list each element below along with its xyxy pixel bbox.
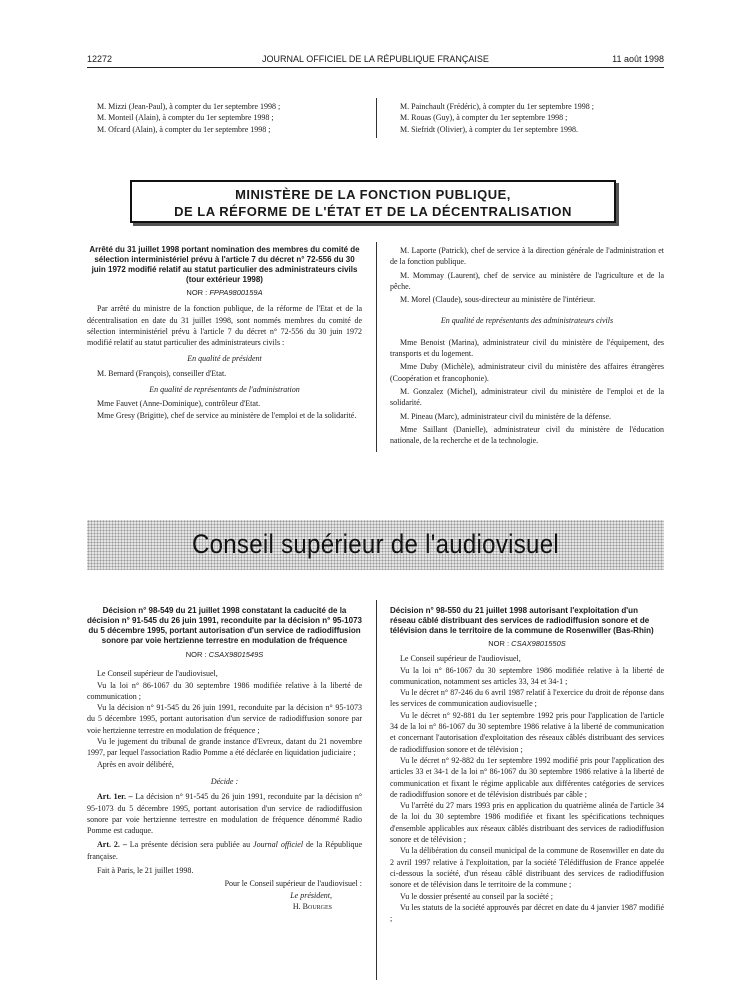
article-2: [87, 839, 362, 862]
ministry-line-2: DE LA RÉFORME DE L'ÉTAT ET DE LA DÉCENTRALISATION: [174, 204, 572, 219]
article-text: La décision n° 91-545 du 26 juin 1991, reconduite par la décision n° 95-1073 du 5 décembre 1995, portant autorisation d'un service de radiodiffusion sonore par voie hertzienne terrestre en modulation de fréquence dénommé Radio Pomme est caduque.: [87, 792, 363, 836]
arrete-title: Arrêté du 31 juillet 1998 portant nomination des membres du comité de sélection interministériel prévu à l'article 7 du décret n° 72-556 du 30 juin 1972 modifié relatif au statut particulier des administrateurs civils (tour extérieur 1998): [89, 245, 360, 284]
list-item: M. Mizzi (Jean-Paul), à compter du 1er septembre 1998 ;: [97, 102, 281, 111]
list-item: M. Morel (Claude), sous-directeur au ministère de l'intérieur.: [400, 295, 596, 305]
nor-label: NOR :: [488, 639, 510, 648]
ministry-line-1: MINISTÈRE DE LA FONCTION PUBLIQUE,: [235, 187, 511, 202]
list-item: M. Pineau (Marc), administrateur civil du ministère de la défense.: [400, 411, 612, 421]
decision-paragraph: Après en avoir délibéré,: [97, 759, 174, 769]
journal-title: JOURNAL OFFICIEL DE LA RÉPUBLIQUE FRANÇAISE: [262, 54, 489, 64]
ministry-heading-box: [130, 180, 616, 223]
nor-code: CSAX9801550S: [511, 639, 566, 648]
list-item: M. Siefridt (Olivier), à compter du 1er septembre 1998.: [400, 124, 578, 134]
done-at: Fait à Paris, le 21 juillet 1998.: [97, 866, 194, 876]
list-item: M. Painchault (Frédéric), à compter du 1er septembre 1998 ;: [400, 102, 594, 111]
csa-banner-title: Conseil supérieur de l'audiovisuel: [192, 529, 559, 560]
decision-paragraph: Vu le décret n° 92-881 du 1er septembre 1992 pris pour l'application de l'article 34 de la loi n° 86-1067 du 30 septembre 1986 relative à la liberté de communication et concernant l'autorisation d'exploitation des réseaux câblés distribuant des services de radiodiffusion sonore et de télévision ;: [390, 710, 664, 754]
column-divider: [376, 242, 377, 452]
list-item: Mme Gresy (Brigitte), chef de service au ministère de l'emploi et de la solidarité.: [97, 410, 357, 420]
column-divider: [376, 600, 377, 980]
running-header: [87, 52, 664, 66]
decision-paragraph: Vu la décision n° 91-545 du 26 juin 1991, reconduite par la décision n° 95-1073 du 5 décembre 1995, portant autorisation d'un service de radiodiffusion sonore par voie hertzienne terrestre en modulation de fréquence ;: [87, 703, 362, 735]
article-label: Art. 1er. –: [97, 792, 133, 802]
list-item: Mme Saillant (Danielle), administrateur civil du ministère de l'éducation nationale, de la recherche et de la technologie.: [390, 424, 664, 446]
nor-label: NOR :: [186, 288, 208, 297]
nor-label: NOR :: [185, 650, 207, 659]
list-item: M. Bernard (François), conseiller d'Etat.: [97, 368, 227, 378]
nor-code: CSAX9801549S: [208, 650, 264, 659]
decision-paragraph: Vu le décret n° 87-246 du 6 avril 1987 relatif à l'exercice du droit de réponse dans les services de communication audiovisuelle ;: [390, 688, 664, 709]
issue-date: 11 août 1998: [612, 54, 664, 64]
list-item: Mme Fauvet (Anne-Dominique), contrôleur d'Etat.: [97, 399, 261, 409]
section-heading: En qualité de représentants des administrateurs civils: [440, 316, 614, 326]
nor-reference: [87, 649, 362, 660]
list-item: M. Ofcard (Alain), à compter du 1er septembre 1998 ;: [97, 124, 271, 134]
list-item: Mme Benoist (Marina), administrateur civil du ministère de l'équipement, des transports et du logement.: [390, 337, 664, 359]
arrete-right-column: [390, 245, 664, 446]
list-item: M. Rouas (Guy), à compter du 1er septembre 1998 ;: [400, 113, 568, 123]
journal-name: Journal officiel: [253, 840, 304, 850]
section-heading: En qualité de représentants de l'administration: [149, 385, 300, 395]
signature-line: Le président,: [290, 890, 332, 900]
csa-section-banner: [87, 520, 664, 570]
list-item: M. Laporte (Patrick), chef de service à la direction générale de l'administration et de la fonction publique.: [390, 246, 664, 267]
decision-paragraph: Vu le dossier présenté au conseil par la société ;: [400, 891, 554, 901]
section-heading: En qualité de président: [187, 354, 262, 364]
decision-paragraph: Le Conseil supérieur de l'audiovisuel,: [400, 654, 521, 664]
decision-paragraph: Vu la loi n° 86-1067 du 30 septembre 1986 modifiée relative à la liberté de communication, notamment ses articles 33, 34 et 34-1 ;: [390, 665, 664, 686]
nor-reference: [87, 287, 362, 298]
decision-paragraph: Vu l'arrêté du 27 mars 1993 pris en application du quatrième alinéa de l'article 34 de la loi du 30 septembre 1986 modifiée et fixant les spécifications techniques d'ensemble applicables aux réseaux câblés distribuant des services de radiodiffusion sonore et de télévision ;: [390, 801, 664, 845]
column-divider: [376, 98, 377, 138]
list-item: M. Gonzalez (Michel), administrateur civil du ministère de l'emploi et de la solidarité.: [390, 386, 664, 408]
decision-549-title: Décision n° 98-549 du 21 juillet 1998 constatant la caducité de la décision n° 91-545 du 26 juin 1991, reconduite par la décision n° 95-1073 du 5 décembre 1995, portant autorisation d'un service de radiodiffusion sonore par voie hertzienne terrestre en modulation de fréquence: [87, 606, 362, 645]
arrete-left-column: [87, 245, 362, 421]
page-number: 12272: [87, 54, 113, 64]
top-list-left: [87, 101, 362, 135]
top-list-right: [390, 101, 664, 135]
decision-paragraph: Vu la délibération du conseil municipal de la commune de Rosenwiller en date du 2 avril 1997 relative à l'exploitation, par la société Télédiffusion de France appelée ci-dessous la société, d'un réseau câblé distribuant des services de radiodiffusion sonore et de télévision dans le territoire de la commune ;: [390, 846, 664, 890]
article-text: La présente décision sera publiée au: [129, 840, 254, 850]
decision-paragraph: Vu le décret n° 92-882 du 1er septembre 1992 modifié pris pour l'application des articles 33 et 34-1 de la loi n° 86-1067 du 30 septembre 1986 relative à la liberté de communication et fixant le régime applicable aux différentes catégories de services de radiodiffusion sonore et de télévision distribués par câble ;: [390, 755, 664, 799]
nor-reference: [390, 638, 664, 649]
list-item: Mme Duby (Michèle), administrateur civil du ministère des affaires étrangères (Coopération et francophonie).: [390, 362, 664, 383]
decision-paragraph: Vu le jugement du tribunal de grande instance d'Evreux, datant du 21 novembre 1997, par lequel l'association Radio Pomme a été déclarée en liquidation judiciaire ;: [87, 737, 362, 758]
list-item: M. Mommay (Laurent), chef de service au ministère de l'agriculture et de la pêche.: [390, 270, 664, 291]
header-rule: [87, 67, 664, 68]
nor-code: FPPA9800159A: [209, 288, 263, 297]
article-label: Art. 2. –: [97, 840, 127, 850]
decision-550-column: [390, 606, 664, 924]
signature-line: Pour le Conseil supérieur de l'audiovisuel :: [224, 879, 362, 889]
decision-paragraph: Le Conseil supérieur de l'audiovisuel,: [97, 669, 218, 679]
decision-549-column: [87, 606, 362, 912]
article-text: de la République française.: [87, 840, 363, 861]
article-1: [87, 791, 362, 836]
decision-550-title: Décision n° 98-550 du 21 juillet 1998 autorisant l'exploitation d'un réseau câblé distribuant des services de radiodiffusion sonore et de télévision dans le territoire de la commune de Rosenwiller (Bas-Rhin): [390, 606, 654, 635]
signature-name: H. Bourges: [292, 901, 332, 911]
decide-heading: Décide :: [210, 776, 239, 786]
decision-paragraph: Vu les statuts de la société approuvés par décret en date du 4 janvier 1987 modifié ;: [390, 902, 664, 924]
decision-paragraph: Vu la loi n° 86-1067 du 30 septembre 1986 modifiée relative à la liberté de communication ;: [87, 680, 362, 701]
arrete-intro: Par arrêté du ministre de la fonction publique, de la réforme de l'Etat et de la décentralisation en date du 31 juillet 1998, sont nommés membres du comité de sélection interministériel prévu à l'article 7 du décret n° 72-556 du 30 juin 1972 modifié relatif au statut particulier des administrateurs civils :: [87, 304, 362, 348]
list-item: M. Monteil (Alain), à compter du 1er septembre 1998 ;: [97, 113, 274, 123]
